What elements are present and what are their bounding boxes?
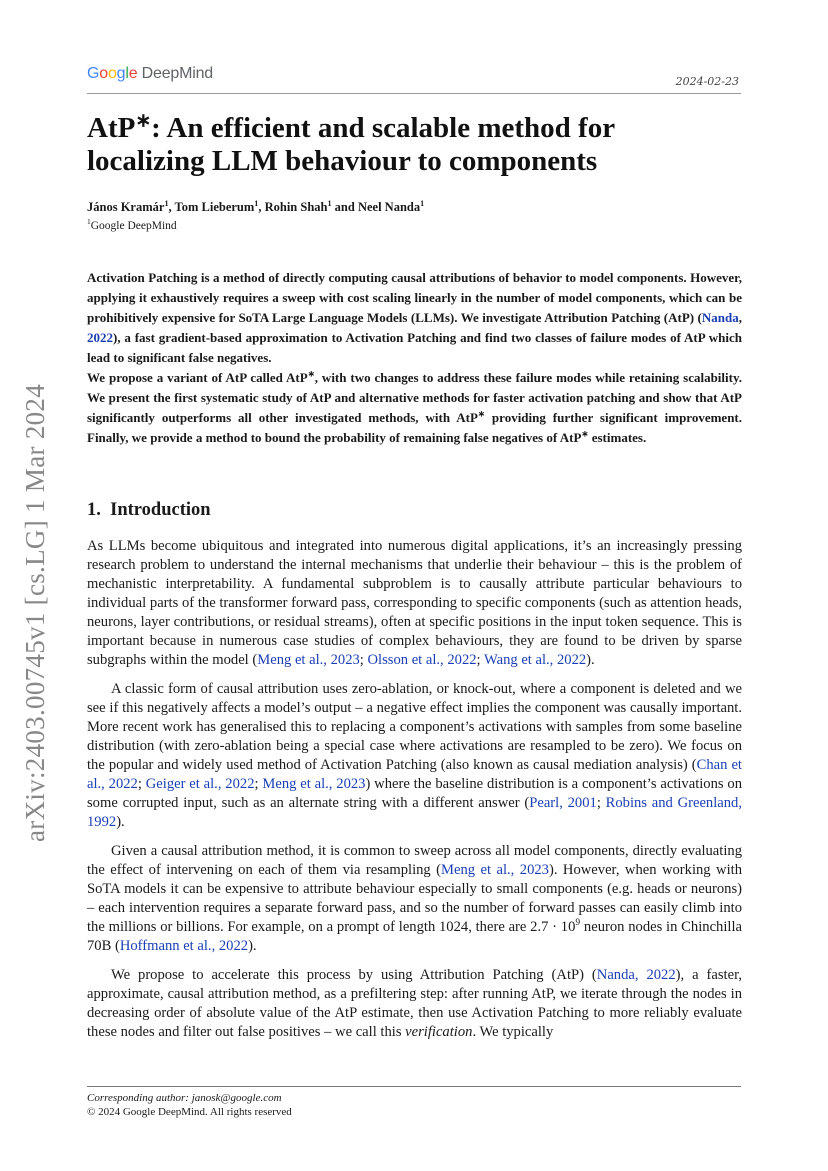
abstract-text: We propose a variant of AtP called AtP <box>87 370 308 385</box>
abstract-text: estimates. <box>588 430 647 445</box>
logo-letter: l <box>125 65 129 82</box>
abstract-text: , <box>738 310 742 325</box>
paragraph-text: As LLMs become ubiquitous and integrated into numerous digital applications, it’s an increasingly pressing research problem to understand the internal mechanisms that underlie their behaviour – this is the problem of mechanistic interpretability. A fundamental subproblem is to causally attribute particular behaviours to individual parts of the transformer forward pass, corresponding to specific components (such as attention heads, neurons, layer contributions, or residual streams), often at specific positions in the input token sequence. This is important because in numerous case studies of complex behaviours, they are found to be driven by sparse subgraphs within the model ( <box>87 538 742 668</box>
abstract-text: ), a fast gradient-based approximation to Activation Patching and find two classes of failure modes of AtP which lead to significant false negatives. <box>87 330 742 365</box>
logo-letter: o <box>99 65 108 82</box>
emphasis-text: verification <box>405 1024 473 1040</box>
citation-author: Nanda <box>701 310 739 325</box>
star-mark: ∗ <box>477 408 485 419</box>
author-separator: and <box>331 200 358 214</box>
citation-separator: ; <box>359 652 368 668</box>
paragraph-text: ), a faster, approximate, causal attribution method, as a prefiltering step: after running AtP, we iterate through the nodes in decreasing order of absolute value of the AtP estimate, then use Activation Patching to more reliably evaluate these nodes and filter out false positives – we call this <box>87 967 742 1040</box>
citation-link[interactable]: Meng et al., 2023 <box>441 862 549 878</box>
author-list <box>87 200 424 215</box>
citation-link[interactable]: Wang et al., 2022 <box>484 652 587 668</box>
author-name: Tom Lieberum <box>174 200 255 214</box>
footer-divider <box>87 1086 741 1087</box>
author-separator: , <box>258 200 265 214</box>
author-name: Neel Nanda <box>357 200 421 214</box>
citation-link[interactable]: Nanda, 2022 <box>596 967 676 983</box>
arxiv-identifier: arXiv:2403.00745v1 [cs.LG] 1 Mar 2024 <box>20 383 50 842</box>
star-mark: ∗ <box>581 428 589 439</box>
paper-date: 2024-02-23 <box>675 75 739 88</box>
author-affiliation-mark: 1 <box>254 198 259 208</box>
citation-link[interactable]: Meng et al., 2023 <box>262 776 366 792</box>
author-affiliation-mark: 1 <box>420 198 425 208</box>
citation-year: 2022 <box>87 330 113 345</box>
author-name: Rohin Shah <box>264 200 328 214</box>
paragraph-text: neuron nodes in Chinchilla 70B ( <box>87 919 742 954</box>
header-divider <box>87 93 741 94</box>
paragraph-text: ). <box>248 938 257 954</box>
logo-letter: G <box>87 65 100 82</box>
exponent: 9 <box>575 918 581 929</box>
citation-separator: ; <box>254 776 263 792</box>
title-part1: : An efficient and scalable method for <box>151 112 616 144</box>
paragraph-text: ) where the baseline distribution is a component’s activations on some corrupted input, such as an alternate string with a different answer ( <box>87 776 743 811</box>
abstract-text: Activation Patching is a method of directly computing causal attributions of behavior to model components. However, applying it exhaustively requires a sweep with cost scaling linearly in the number of model components, which can be prohibitively expensive for SoTA Large Language Models (LLMs). We investigate Attribution Patching (AtP) ( <box>87 270 742 325</box>
affiliation-name: Google DeepMind <box>90 220 177 232</box>
author-separator: , <box>168 200 175 214</box>
abstract <box>87 268 742 448</box>
body-text <box>87 537 742 1052</box>
paper-title <box>87 112 747 178</box>
affiliation-number: 1 <box>87 217 91 227</box>
star-mark: ∗ <box>307 368 315 379</box>
logo-letter: g <box>116 65 126 82</box>
section-number: 1. <box>87 500 101 520</box>
author-affiliation-mark: 1 <box>327 198 332 208</box>
paragraph-text: ). <box>116 814 125 830</box>
google-deepmind-logo <box>87 65 213 83</box>
paragraph-text: A classic form of causal attribution uses zero-ablation, or knock-out, where a component is deleted and we see if this negatively affects a model’s output – a negative effect implies the component was causally important. More recent work has generalised this to replacing a component’s activations with samples from some baseline distribution (with zero-ablation being a special case where activations are resampled to be zero). We focus on the popular and widely used method of Activation Patching (also known as causal mediation analysis) ( <box>87 681 742 773</box>
logo-letter: e <box>128 65 138 82</box>
paragraph-text: ). <box>586 652 595 668</box>
abstract-text: , with two changes to address these failure modes while retaining scalability. We present the first systematic study of AtP and alternative methods for faster activation patching and show that AtP significantly outperforms all other investigated methods, with AtP <box>87 370 743 425</box>
abstract-paragraph <box>87 368 742 448</box>
copyright-notice: © 2024 Google DeepMind. All rights reserved <box>87 1106 292 1118</box>
paragraph-text: We propose to accelerate this process by using Attribution Patching (AtP) ( <box>111 967 597 983</box>
corresponding-author: Corresponding author: janosk@google.com <box>87 1092 282 1104</box>
section-title: Introduction <box>110 500 211 520</box>
affiliation <box>87 217 177 232</box>
title-star: ∗ <box>135 110 152 132</box>
citation-separator: ; <box>137 776 146 792</box>
section-heading <box>87 500 211 521</box>
paragraph-text: Given a causal attribution method, it is common to sweep across all model components, directly evaluating the effect of intervening on each of them via resampling ( <box>87 843 742 878</box>
citation-link[interactable]: Meng et al., 2023 <box>257 652 360 668</box>
citation-separator: ; <box>596 795 606 811</box>
citation-link[interactable]: Robins and Greenland, 1992 <box>87 795 742 830</box>
author-name: János Kramár <box>87 200 165 214</box>
author-affiliation-mark: 1 <box>164 198 169 208</box>
citation-link[interactable] <box>702 310 739 325</box>
paragraph-text: . We typically <box>472 1024 554 1040</box>
body-paragraph <box>87 842 742 956</box>
abstract-paragraph <box>87 268 742 368</box>
citation-link[interactable]: Geiger et al., 2022 <box>145 776 255 792</box>
citation-link[interactable] <box>87 330 113 345</box>
logo-letter: o <box>107 65 117 82</box>
title-atp: AtP <box>87 112 136 144</box>
citation-link[interactable]: Chan et al., 2022 <box>87 757 742 792</box>
citation-link[interactable]: Hoffmann et al., 2022 <box>119 938 249 954</box>
citation-separator: ; <box>476 652 484 668</box>
body-paragraph <box>87 966 742 1042</box>
title-part2: localizing LLM behaviour to components <box>87 145 598 177</box>
citation-link[interactable]: Olsson et al., 2022 <box>367 652 477 668</box>
paragraph-text: ). However, when working with SoTA models it can be expensive to attribute behaviour especially to small components (e.g. heads or neurons) – each intervention requires a separate forward pass, and so the number of forward passes can easily climb into the millions or billions. For example, on a prompt of length 1024, there are 2.7 · 10 <box>87 862 742 935</box>
body-paragraph <box>87 537 742 670</box>
logo-suffix: DeepMind <box>141 65 214 82</box>
abstract-text: providing further significant improvement. Finally, we provide a method to bound the probability of remaining false negatives of AtP <box>87 410 743 445</box>
body-paragraph <box>87 680 742 832</box>
citation-link[interactable]: Pearl, 2001 <box>529 795 597 811</box>
